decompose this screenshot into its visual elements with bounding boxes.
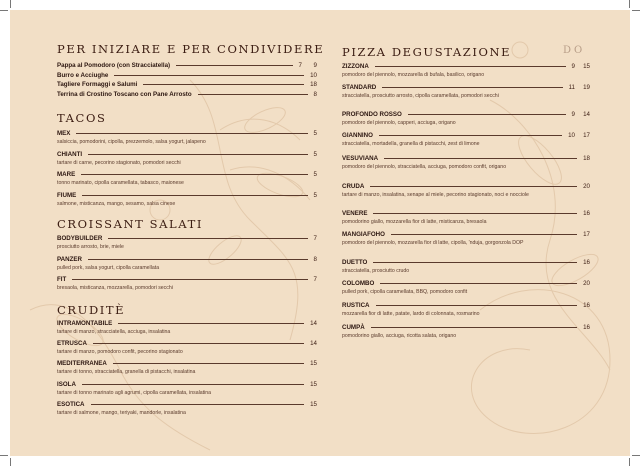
item-price [572,111,590,118]
item-description: tartare di manzo, pomodoro confit, pecorino stagionato [57,349,183,356]
leader-line [113,363,304,364]
item-name: PANZER [57,255,82,263]
price-small: 9 [571,111,575,118]
item-name: ISOLA [57,380,76,388]
menu-item-row [342,183,590,192]
item-description: tonno marinato, cipolla caramellata, tabasco, maionese [57,180,184,186]
price-small: 5 [313,171,317,178]
menu-sheet [10,10,630,456]
menu-item-row [57,235,317,244]
item-price [314,256,317,263]
price-small: 16 [583,259,590,266]
menu-item [342,259,590,275]
section-heading: PER INIZIARE E PER CONDIVIDERE [57,42,325,56]
menu-item-row [57,401,317,410]
leader-line [93,343,304,344]
leader-line [384,158,577,159]
item-name: CHIANTI [57,150,83,158]
item-price [583,259,590,266]
menu-item-row [342,111,590,120]
leader-line [371,327,577,328]
leader-line [370,186,577,187]
item-description: stracciatella, prosciutto arrosto, cipolla caramellata, pomodori secchi [342,93,499,99]
item-description: tartare di salmone, mango, teriyaki, mandorle, insalatina [57,409,186,416]
leader-line [176,65,292,66]
leader-line [91,404,305,405]
item-price [310,320,317,327]
item-price [310,340,317,347]
menu-item-row [57,381,317,390]
item-price [568,132,590,139]
section-heading: PIZZA DEGUSTAZIONE [342,45,512,59]
leader-line [76,133,307,134]
menu-item [57,91,317,100]
item-description: pulled pork, salsa yogurt, cipolla caramellata [57,264,160,271]
menu-item [57,81,317,90]
item-name: MARE [57,171,76,178]
item-price [583,324,590,331]
item-price [314,235,317,242]
price-large: 14 [583,111,590,118]
price-small: 7 [313,276,317,283]
menu-item-row [342,302,590,311]
item-description: pomodorino giallo, mozzarella fior di latte, misticanza, bresaola [342,219,487,225]
menu-item [57,381,317,397]
item-name: Burro e Acciughe [57,71,109,79]
price-small: 16 [583,302,590,309]
menu-item [57,401,317,417]
menu-item-row [342,259,590,268]
menu-item-row [342,63,590,72]
menu-item [57,72,317,81]
item-description: pomodoro del piennolo, mozzarella fior di latte, cipolla, 'nduja, gorgonzola DOP [342,240,524,246]
item-name: FIUME [57,191,77,199]
leader-line [72,279,307,280]
item-price [310,72,317,79]
item-description: stracciatella, prosciutto crudo [342,268,410,274]
item-price [299,62,317,69]
item-description: pomodoro del piennolo, stracciatella, acciuga, pomodoro confit, origano [342,164,507,170]
price-small: 15 [310,360,317,368]
price-large: 17 [583,132,590,139]
section-heading: CROISSANT SALATI [57,217,203,231]
leader-line [198,94,308,95]
leader-line [118,323,304,324]
price-small: 18 [583,155,590,162]
item-description: tartare di tonno, stracciatella, granella di pistacchi, insalatina [57,369,196,376]
section-heading: CRUDITÈ [57,303,126,317]
leader-line [81,174,307,175]
item-description: pomodorino giallo, acciuga, ricotta salata, origano [342,333,457,339]
item-description: tartare di manzo, stracciatella, acciuga, insalatina [57,329,171,335]
leader-line [408,114,566,115]
menu-item [57,192,317,208]
price-large: 19 [583,84,590,91]
leader-line [108,238,307,239]
item-description: bresaola, misticanza, mozzarella, pomodori secchi [57,285,173,291]
leader-line [376,305,578,306]
item-name: BODYBUILDER [57,235,103,242]
item-price [583,280,590,287]
leader-line [380,283,577,284]
item-description: stracciatella, mortadella, granella di pistacchi, zest di limone [342,141,480,147]
menu-item [57,62,317,71]
section-heading: TACOS [57,111,107,125]
item-name: Pappa al Pomodoro (con Stracciatella) [57,62,171,69]
item-price [583,302,590,309]
price-small: 7 [313,235,317,242]
item-name: GIANNINO [342,132,373,139]
menu-item-row [57,320,317,329]
item-price [569,84,590,91]
item-price [583,231,590,238]
menu-item-row [57,256,317,265]
menu-item-row [57,91,317,100]
price-small: 17 [583,231,590,238]
item-name: CRUDA [342,183,365,190]
menu-item-row [57,151,317,160]
item-description: pomodoro del piennolo, capperi, acciuga, origano [342,120,456,126]
price-small: 10 [310,71,317,79]
item-price [310,401,317,408]
item-price [314,276,317,283]
item-price [310,381,317,388]
menu-item [342,324,590,340]
item-description: tartare di manzo, insalatina, senape al miele, pecorino stagionato, noci e nocciole [342,192,529,198]
item-name: CUMPÀ [342,324,365,331]
item-description: tartare di carne, pecorino stagionato, pomodori secchi [57,159,181,166]
item-name: INTRAMONTABILE [57,320,113,327]
menu-item-row [57,192,317,201]
price-small: 9 [571,63,575,70]
item-description: tartare di tonno marinato agli agrumi, cipolla caramellata, insalatina [57,389,211,396]
menu-item [57,235,317,251]
menu-item [57,130,317,146]
leader-line [373,262,577,263]
leader-line [82,195,307,196]
leader-line [82,384,304,385]
item-name: ZIZZONA [342,63,369,70]
menu-item-row [342,231,590,240]
item-name: ETRUSCA [57,340,87,348]
leader-line [379,135,562,136]
price-small: 14 [310,340,317,348]
item-name: MANGIAFOHO [342,231,385,238]
menu-item [342,302,590,318]
menu-item [342,183,590,199]
price-small: 5 [313,191,317,199]
price-small: 18 [310,81,317,89]
price-large: 15 [583,63,590,70]
menu-item [342,210,590,226]
item-price [310,81,317,88]
menu-item [342,231,590,247]
menu-item-row [57,81,317,90]
item-price [314,192,317,199]
item-price [314,171,317,178]
leader-line [88,259,308,260]
item-price [314,130,317,137]
item-description: pomodoro del piennolo, mozzarella di bufala, basilico, origano [342,72,485,78]
price-small: 8 [313,90,317,98]
item-name: Tagliere Formaggi e Salumi [57,81,138,89]
item-price [310,360,317,367]
menu-item [57,276,317,292]
menu-item [57,151,317,167]
price-small: 16 [583,210,590,217]
menu-item-row [57,62,317,71]
item-description: mozzarella fior di latte, patate, lardo di colonnata, rosmarino [342,311,480,317]
leader-line [382,87,562,88]
menu-item-row [342,155,590,164]
item-name: MEDITERRANEA [57,360,107,368]
item-name: PROFONDO ROSSO [342,111,402,118]
item-name: VENERE [342,210,368,217]
price-small: 5 [313,150,317,158]
menu-item-row [57,72,317,81]
menu-item [57,320,317,336]
leader-line [143,84,304,85]
item-price [314,151,317,158]
menu-item [57,360,317,376]
price-small: 8 [313,255,317,263]
item-name: MEX [57,130,71,137]
price-large: 9 [313,62,317,69]
menu-item-row [57,276,317,285]
item-name: Terrina di Crostino Toscano con Pane Arrosto [57,90,192,98]
menu-item-row [57,130,317,139]
leader-line [391,234,577,235]
price-small: 20 [583,183,590,190]
menu-item [342,132,590,148]
item-name: STANDARD [342,84,377,91]
menu-item [57,340,317,356]
menu-item [57,256,317,272]
menu-item-row [57,340,317,349]
corner-monogram: DO [563,45,586,56]
item-description: prosciutto arrosto, brie, miele [57,244,124,250]
menu-item-row [342,84,590,93]
menu-item-row [342,280,590,289]
price-small: 15 [310,380,317,388]
price-small: 15 [310,400,317,408]
menu-item-row [57,171,317,180]
item-price [572,63,590,70]
price-small: 10 [568,132,575,139]
price-small: 16 [583,324,590,331]
item-price [314,91,317,98]
menu-item [342,155,590,171]
item-price [583,155,590,162]
item-name: FIT [57,276,67,283]
price-small: 14 [310,320,317,327]
leader-line [373,213,577,214]
price-small: 5 [313,130,317,137]
menu-item [342,63,590,79]
leader-line [375,66,566,67]
menu-item-row [342,210,590,219]
item-price [583,210,590,217]
price-small: 20 [583,280,590,287]
leader-line [88,154,307,155]
item-description: pulled pork, cipolla caramellata, BBQ, pomodoro confit [342,289,468,295]
price-small: 11 [568,84,575,91]
price-small: 7 [298,62,302,69]
item-name: ESOTICA [57,400,85,408]
menu-item-row [57,360,317,369]
item-name: RUSTICA [342,302,370,309]
menu-item [342,84,590,100]
item-name: DUETTO [342,259,368,266]
menu-item-row [342,132,590,141]
item-description: salsiccia, pomodorini, cipolla, prezzemolo, salsa yogurt, jalapeno [57,139,206,145]
menu-item-row [342,324,590,333]
item-description: salmone, misticanza, mango, sesamo, salsa cinese [57,200,176,207]
item-name: VESUVIANA [342,155,379,162]
menu-item [57,171,317,187]
item-name: COLOMBO [342,280,375,287]
item-price [583,183,590,190]
menu-item [342,280,590,296]
leader-line [114,75,304,76]
menu-item [342,111,590,127]
